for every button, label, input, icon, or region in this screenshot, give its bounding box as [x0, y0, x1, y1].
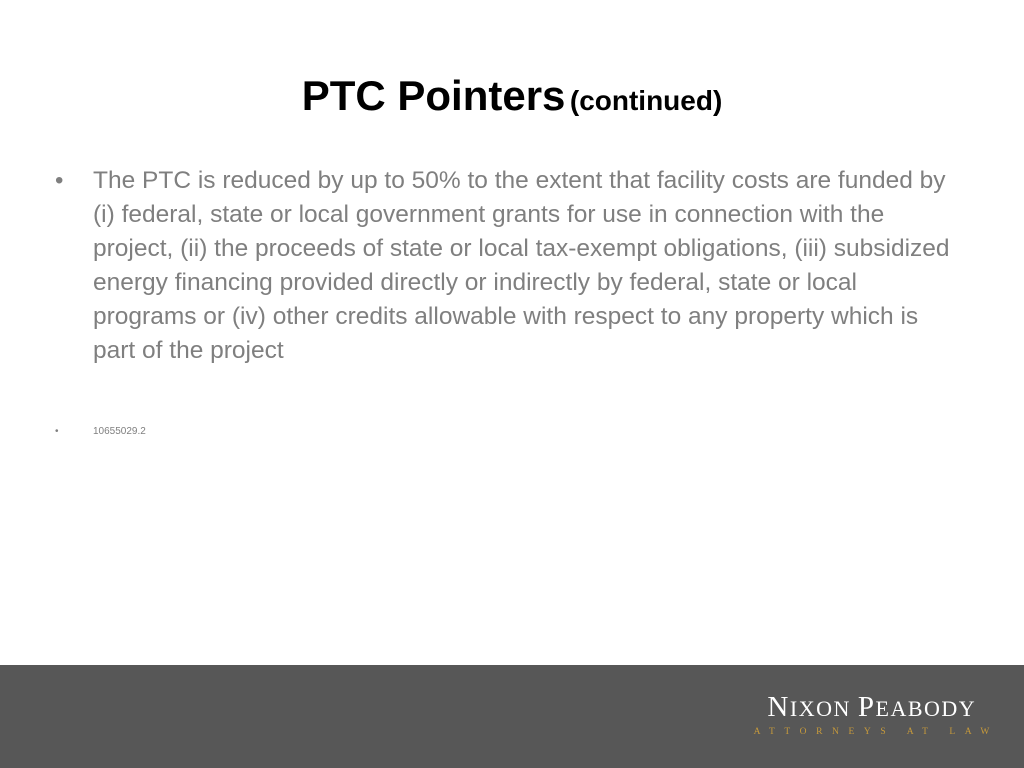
document-number: 10655029.2 — [93, 426, 146, 437]
footer-bar — [0, 665, 1024, 768]
title-suffix: (continued) — [569, 85, 723, 116]
bullet-marker: • — [55, 426, 59, 437]
bullet-marker: • — [55, 167, 64, 194]
bullet-list — [55, 164, 965, 439]
bullet-text: The PTC is reduced by up to 50% to the extent that facility costs are funded by (i) federal, state or local government grants for use in connection with the project, (ii) the proceeds of state or local tax-exempt obligations, (iii) subsidized energy financing provided directly or indirectly by federal, state or local programs or (iv) other credits allowable with respect to any property which is part of the project — [93, 167, 950, 364]
logo-name: NIXON PEABODY — [767, 691, 977, 723]
slide-title — [0, 72, 1024, 120]
title-main: PTC Pointers — [301, 72, 566, 119]
logo-tagline: ATTORNEYS AT LAW — [753, 727, 999, 737]
bullet-item — [55, 164, 965, 368]
firm-logo — [753, 691, 999, 738]
bullet-item — [55, 425, 965, 439]
